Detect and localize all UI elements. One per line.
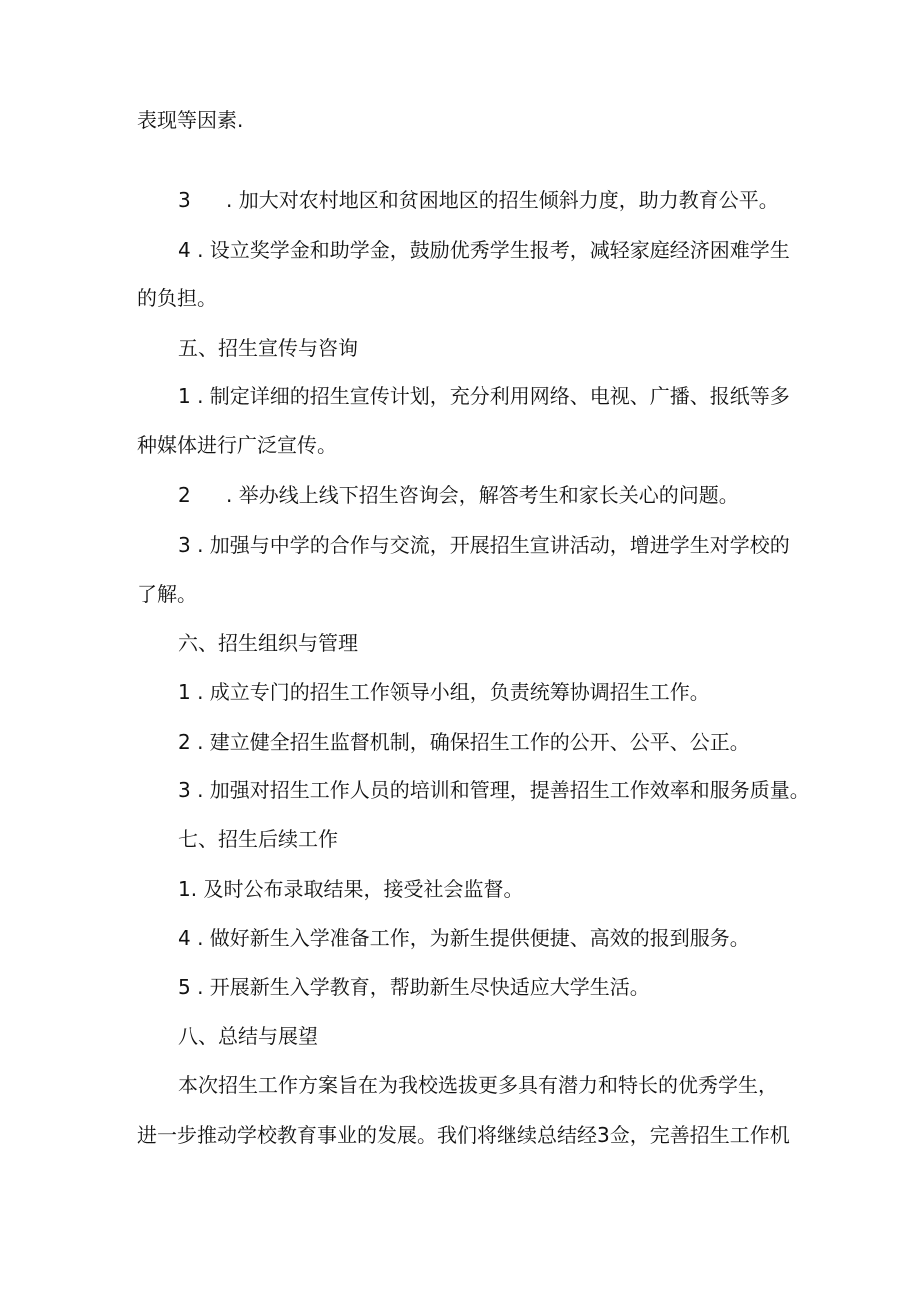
item-number: 3 <box>178 188 191 212</box>
list-item-5-orientation: 5 . 开展新生入学教育，帮助新生尽快适应大学生活。 <box>178 975 650 999</box>
list-item-3-rural <box>178 188 779 212</box>
list-item-2-supervision: 2 . 建立健全招生监督机制，确保招生工作的公开、公平、公正。 <box>178 730 750 754</box>
summary-paragraph-line-1: 本次招生工作方案旨在为我校选拔更多具有潜力和特长的优秀学生， <box>178 1073 778 1097</box>
list-item-4-enrollment-prep: 4 . 做好新生入学准备工作，为新生提供便捷、高效的报到服务。 <box>178 926 750 950</box>
list-item-1-promo-plan: 1 . 制定详细的招生宣传计划，充分利用网络、电视、广播、报纸等多 <box>178 384 790 408</box>
text-line-1: 表现等因素. <box>137 108 244 132</box>
list-item-2-consultation <box>178 483 739 507</box>
summary-paragraph-line-2: 进一步推动学校教育事业的发展。我们将继续总结经3佥，完善招生工作机 <box>137 1123 790 1147</box>
list-item-3-cooperation: 3 . 加强与中学的合作与交流，开展招生宣讲活动，增进学生对学校的 <box>178 533 790 557</box>
text-line-continuation: 的负担。 <box>137 286 217 310</box>
section-heading-6: 六、招生组织与管理 <box>178 631 358 655</box>
item-text: . 加大对农村地区和贫困地区的招生倾斜力度，助力教育公平。 <box>226 188 779 212</box>
section-heading-8: 八、总结与展望 <box>178 1024 318 1048</box>
list-item-3-training: 3 . 加强对招生工作人员的培训和管理，提善招生工作效率和服务质量。 <box>178 778 810 802</box>
item-number: 2 <box>178 483 191 507</box>
text-line-continuation: 了解。 <box>137 582 197 606</box>
item-text: . 举办线上线下招生咨询会，解答考生和家长关心的问题。 <box>226 483 739 507</box>
section-heading-5: 五、招生宣传与咨询 <box>178 336 358 360</box>
text-line-continuation: 种媒体进行广泛宣传。 <box>137 433 337 457</box>
list-item-1-leading-group: 1 . 成立专门的招生工作领导小组，负责统筹协调招生工作。 <box>178 680 710 704</box>
list-item-4-scholarship: 4 . 设立奖学金和助学金，鼓励优秀学生报考，减轻家庭经济困难学生 <box>178 238 790 262</box>
list-item-1-publish-results: 1. 及时公布录取结果，接受社会监督。 <box>178 877 524 901</box>
section-heading-7: 七、招生后续工作 <box>178 827 338 851</box>
